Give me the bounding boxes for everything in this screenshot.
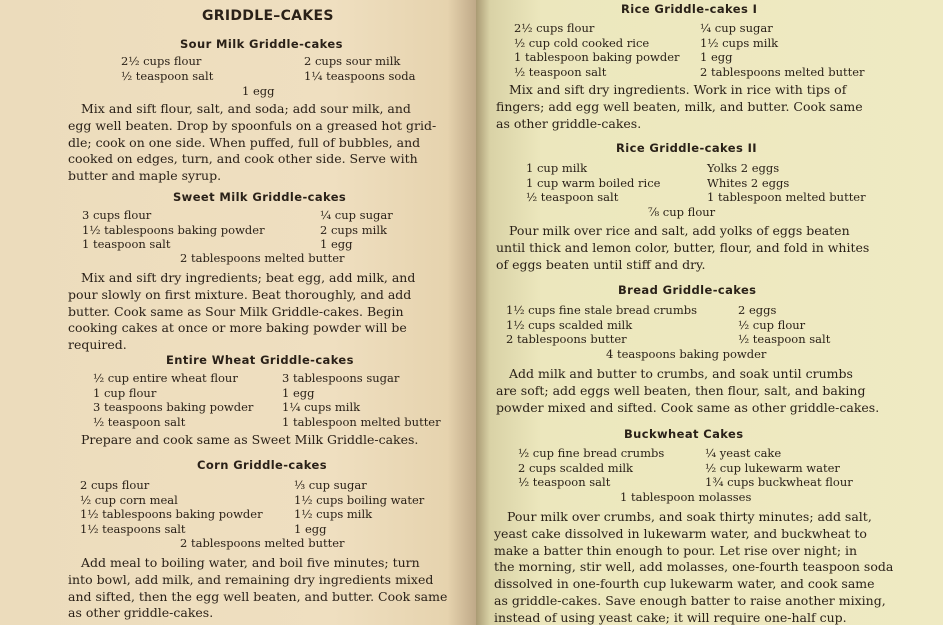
ingredient-column-left: 1½ cups fine stale bread crumbs 1½ cups scalded milk 2 tablespoons butter	[506, 303, 697, 346]
instructions-paragraph: Pour milk over rice and salt, add yolks of eggs beaten until thick and lemon color, butter, flour, and fold in whites of eggs beaten until stiff and dry.	[496, 223, 870, 272]
ingredient-column-left: 1 cup milk 1 cup warm boiled rice ½ teaspoon salt	[526, 161, 661, 204]
ingredient-column-right: ¼ yeast cake ½ cup lukewarm water 1¾ cups buckwheat flour	[705, 446, 853, 489]
instructions-paragraph: Add meal to boiling water, and boil five minutes; turn into bowl, add milk, and remaining dry ingredients mixed and sifted, then the egg well beaten, and butter. Cook same as other griddle-cakes.	[68, 555, 448, 621]
instructions-paragraph: Prepare and cook same as Sweet Milk Griddle-cakes.	[81, 432, 419, 447]
ingredient-column-right: ¼ cup sugar 1½ cups milk 1 egg 2 tablespoons melted butter	[700, 21, 865, 79]
ingredient-center: ⅞ cup flour	[648, 205, 716, 219]
ingredient-center: 1 tablespoon molasses	[620, 490, 752, 504]
ingredient-column-left: 2 cups flour ½ cup corn meal 1½ tablespoons baking powder 1½ teaspoons salt	[80, 478, 263, 536]
ingredient-center: 2 tablespoons melted butter	[180, 251, 345, 265]
instructions-paragraph: Mix and sift dry ingredients; beat egg, add milk, and pour slowly on first mixture. Beat thoroughly, and add butter. Cook same as Sour Milk Griddle-cakes. Begin cooking cakes at once or more baking powder will be required.	[68, 270, 416, 353]
ingredient-column-right: Yolks 2 eggs Whites 2 eggs 1 tablespoon melted butter	[707, 161, 866, 204]
chapter-title: GRIDDLE–CAKES	[202, 8, 334, 24]
instructions-paragraph: Add milk and butter to crumbs, and soak until crumbs are soft; add eggs well beaten, then flour, salt, and baking powder mixed and sifted. Cook same as other griddle-cakes.	[496, 366, 880, 415]
recipe-title: Sour Milk Griddle-cakes	[180, 37, 343, 51]
instructions-paragraph: Mix and sift dry ingredients. Work in rice with tips of fingers; add egg well beaten, milk, and butter. Cook same as other griddle-cakes.	[496, 82, 863, 131]
ingredient-column-left: ½ cup fine bread crumbs 2 cups scalded milk ½ teaspoon salt	[518, 446, 665, 489]
ingredient-center: 4 teaspoons baking powder	[606, 347, 767, 361]
ingredient-column-right: ¼ cup sugar 2 cups milk 1 egg	[320, 208, 393, 251]
ingredient-column-right: 3 tablespoons sugar 1 egg 1¼ cups milk 1 tablespoon melted butter	[282, 371, 441, 429]
ingredient-column-right: 2 eggs ½ cup flour ½ teaspoon salt	[738, 303, 831, 346]
ingredient-column-left: 3 cups flour 1½ tablespoons baking powder 1 teaspoon salt	[82, 208, 265, 251]
right-page	[476, 0, 943, 625]
ingredient-column-left: ½ cup entire wheat flour 1 cup flour 3 teaspoons baking powder ½ teaspoon salt	[93, 371, 254, 429]
ingredient-column-right: ⅓ cup sugar 1½ cups boiling water 1½ cups milk 1 egg	[294, 478, 425, 536]
recipe-title: Rice Griddle-cakes I	[621, 2, 758, 16]
recipe-title: Entire Wheat Griddle-cakes	[166, 353, 354, 367]
recipe-title: Buckwheat Cakes	[624, 427, 744, 441]
ingredient-center: 1 egg	[242, 84, 275, 98]
instructions-paragraph: Mix and sift flour, salt, and soda; add sour milk, and egg well beaten. Drop by spoonfuls on a greased hot grid- dle; cook on one side. When puffed, full of bubbles, and cooked on edges, turn, and cook other side. Serve with butter and maple syrup.	[68, 101, 437, 184]
recipe-title: Rice Griddle-cakes II	[616, 141, 757, 155]
instructions-paragraph: Pour milk over crumbs, and soak thirty minutes; add salt, yeast cake dissolved in lukewarm water, and buckwheat to make a batter thin enough to pour. Let rise over night; in the morning, stir well, add molasses, one-fourth teaspoon soda dissolved in one-fourth cup lukewarm water, and cook same as griddle-cakes. Save enough batter to raise another mixing, instead of using yeast cake; it will require one-half cup.	[494, 509, 894, 625]
recipe-title: Bread Griddle-cakes	[618, 283, 757, 297]
recipe-title: Sweet Milk Griddle-cakes	[173, 190, 347, 204]
ingredient-column-right: 2 cups sour milk 1¼ teaspoons soda	[304, 54, 416, 83]
ingredient-column-left: 2½ cups flour ½ teaspoon salt	[121, 54, 214, 83]
ingredient-column-left: 2½ cups flour ½ cup cold cooked rice 1 tablespoon baking powder ½ teaspoon salt	[514, 21, 680, 79]
recipe-title: Corn Griddle-cakes	[197, 458, 327, 472]
ingredient-center: 2 tablespoons melted butter	[180, 536, 345, 550]
